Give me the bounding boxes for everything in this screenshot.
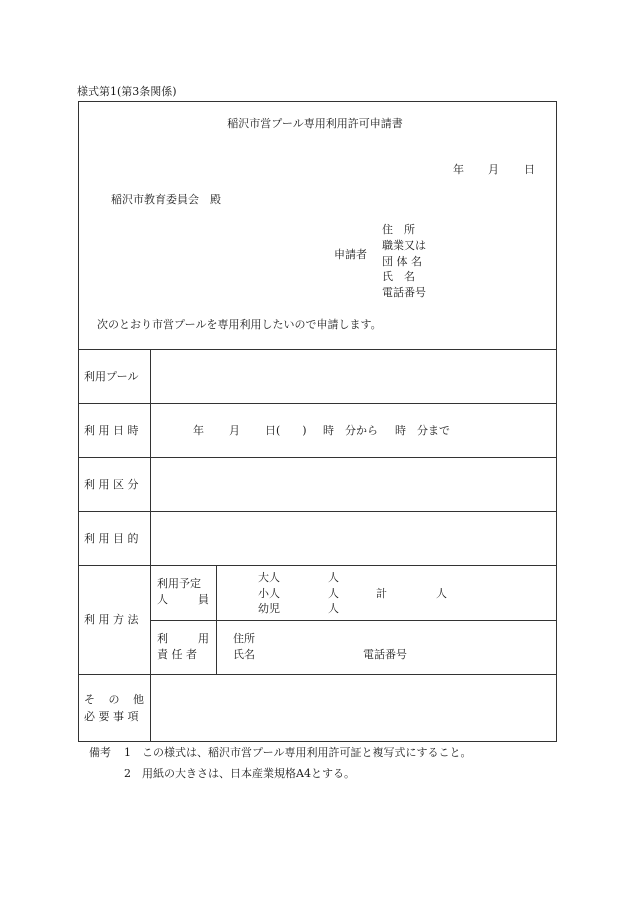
responsible-name-label: 氏名 bbox=[233, 648, 255, 661]
other-label-1-text bbox=[84, 693, 124, 706]
dt-hour-from: 時 bbox=[323, 424, 334, 437]
method-label: 利 用 方 法 bbox=[84, 613, 139, 626]
note-2-text: 用紙の大きさは、日本産業規格A4とする。 bbox=[142, 767, 355, 780]
planned-label-1: 利用予定 bbox=[157, 577, 201, 590]
dt-year: 年 bbox=[193, 424, 204, 437]
datetime-label: 利 用 日 時 bbox=[84, 424, 139, 437]
purpose-label: 利 用 目 的 bbox=[84, 532, 139, 545]
applicant-label: 申請者 bbox=[334, 248, 367, 261]
form-label: 様式第1(第3条関係) bbox=[77, 85, 177, 98]
planned-label-2-text bbox=[157, 593, 190, 606]
date-year: 年 bbox=[453, 163, 464, 176]
infant-label: 幼児 bbox=[258, 602, 280, 615]
dt-day: 日( ) bbox=[265, 424, 307, 437]
pool-label: 利用プール bbox=[84, 370, 139, 383]
applicant-field-organization: 団 体 名 bbox=[382, 255, 422, 268]
infant-unit: 人 bbox=[328, 602, 339, 615]
dt-month: 月 bbox=[229, 424, 240, 437]
planned-label-2-row: 人 員 bbox=[157, 593, 209, 606]
category-label: 利 用 区 分 bbox=[84, 478, 139, 491]
dt-minute-to: 分まで bbox=[417, 424, 450, 437]
child-unit: 人 bbox=[328, 587, 339, 600]
applicant-field-phone: 電話番号 bbox=[382, 286, 426, 299]
responsible-label-2: 責 任 者 bbox=[157, 648, 197, 661]
sub-label-column-divider bbox=[216, 565, 217, 675]
applicant-field-occupation: 職業又は bbox=[382, 239, 426, 252]
addressee: 稲沢市教育委員会 殿 bbox=[111, 193, 221, 206]
notes-title: 備考 bbox=[89, 746, 111, 759]
applicant-field-name: 氏 名 bbox=[382, 270, 415, 283]
frame-left bbox=[78, 101, 79, 742]
date-month: 月 bbox=[488, 163, 499, 176]
frame-right bbox=[556, 101, 557, 742]
adult-unit: 人 bbox=[328, 571, 339, 584]
note-1-text: この様式は、稲沢市営プール専用利用許可証と複写式にすること。 bbox=[142, 746, 472, 759]
applicant-field-address: 住 所 bbox=[382, 223, 415, 236]
form-title: 稲沢市営プール専用利用許可申請書 bbox=[227, 117, 403, 130]
other-label-2: 必 要 事 項 bbox=[84, 710, 139, 723]
adult-label: 大人 bbox=[258, 571, 280, 584]
frame-top bbox=[78, 101, 557, 102]
row-divider bbox=[150, 620, 557, 621]
other-label-1: そ の 他 bbox=[84, 693, 144, 706]
note-1-number: 1 bbox=[124, 746, 131, 759]
total-unit: 人 bbox=[436, 587, 447, 600]
dt-hour-to: 時 bbox=[395, 424, 406, 437]
responsible-address-label: 住所 bbox=[233, 632, 255, 645]
statement: 次のとおり市営プールを専用利用したいので申請します。 bbox=[97, 318, 382, 331]
responsible-phone-label: 電話番号 bbox=[363, 648, 407, 661]
child-label: 小人 bbox=[258, 587, 280, 600]
dt-minute-from: 分から bbox=[345, 424, 378, 437]
date-day: 日 bbox=[524, 163, 535, 176]
label-column-divider bbox=[150, 349, 151, 742]
note-2-number: 2 bbox=[124, 767, 131, 780]
responsible-label-1-row: 利 用 bbox=[157, 632, 209, 645]
total-label: 計 bbox=[376, 587, 387, 600]
responsible-label-1-text bbox=[157, 632, 201, 645]
